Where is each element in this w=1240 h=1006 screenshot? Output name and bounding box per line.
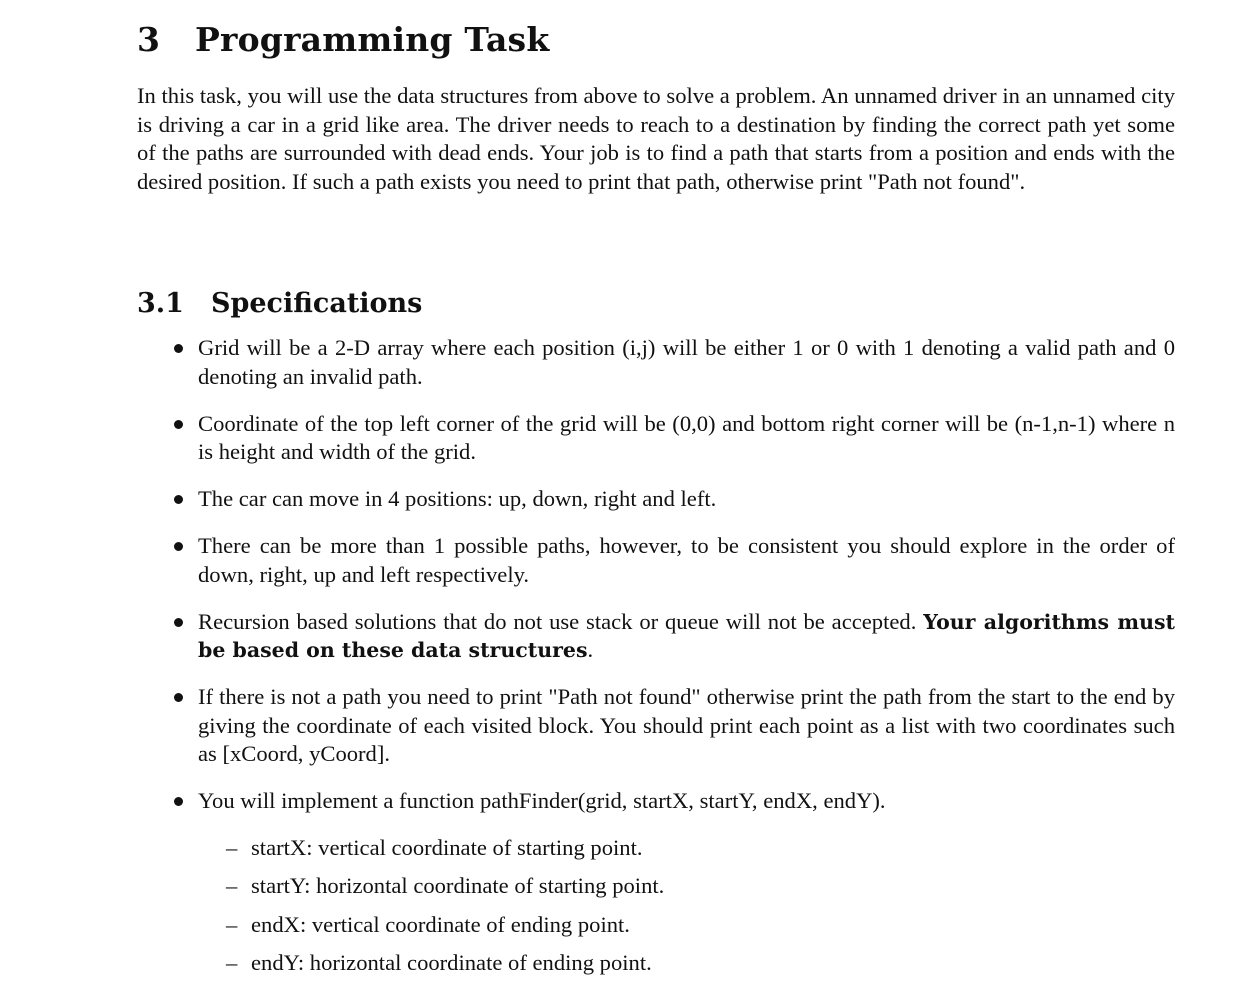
sub-list-item [198, 911, 1175, 940]
list-item [137, 683, 1175, 769]
dash-icon: – [226, 911, 238, 937]
bullet-icon [174, 618, 183, 627]
list-item [137, 787, 1175, 978]
list-item [137, 485, 1175, 514]
intro-paragraph: In this task, you will use the data structures from above to solve a problem. An unnamed driver in an unnamed city is driving a car in a grid like area. The driver needs to reach to a destination by finding the correct path yet some of the paths are surrounded with dead ends. Your job is to find a path that starts from a position and ends with the desired position. If such a path exists you need to print that path, otherwise print "Path not found". [137, 83, 1175, 194]
bullet-icon [174, 693, 183, 702]
list-item [137, 608, 1175, 665]
list-item-period: . [587, 637, 594, 662]
bullet-icon [174, 344, 183, 353]
sub-list-item [198, 949, 1175, 978]
list-item-text: You will implement a function pathFinder(grid, startX, startY, endX, endY). [198, 788, 886, 813]
parameter-list [198, 834, 1175, 978]
specifications-list [137, 334, 1175, 996]
section-title: Programming Task [195, 20, 550, 59]
dash-icon: – [226, 834, 238, 860]
section-number: 3 [137, 20, 161, 59]
list-item [137, 532, 1175, 589]
list-item-text: There can be more than 1 possible paths, however, to be consistent you should explore in the order of down, right, up and left respectively. [198, 533, 1175, 587]
list-item-text: If there is not a path you need to print "Path not found" otherwise print the path from the start to the end by giving the coordinate of each visited block. You should print each point as a list with two coordinates such as [xCoord, yCoord]. [198, 684, 1175, 766]
list-item-text: Recursion based solutions that do not use stack or queue will not be accepted. [198, 608, 917, 634]
subsection-heading [137, 284, 422, 324]
list-item [137, 334, 1175, 391]
emphasis-text: Your algorithms must be based on these data structures [198, 609, 1176, 662]
list-item-text: Coordinate of the top left corner of the grid will be (0,0) and bottom right corner will be (n-1,n-1) where n is height and width of the grid. [198, 410, 1175, 464]
dash-icon: – [226, 873, 238, 898]
list-item-text: Grid will be a 2-D array where each position (i,j) will be either 1 or 0 with 1 denoting a valid path and 0 denoting an invalid path. [198, 335, 1175, 389]
list-item [137, 410, 1175, 467]
sub-list-item-text: startY: horizontal coordinate of starting point. [251, 873, 665, 898]
section-heading [137, 18, 549, 62]
subsection-number: 3.1 [137, 288, 184, 319]
sub-list-item-text: endX: vertical coordinate of ending point. [251, 911, 630, 937]
bullet-icon [174, 542, 183, 551]
sub-list-item [198, 872, 1175, 901]
bullet-icon [174, 420, 183, 429]
sub-list-item-text: endY: horizontal coordinate of ending point. [251, 950, 652, 975]
bullet-icon [174, 495, 183, 504]
dash-icon: – [226, 950, 238, 975]
sub-list-item [198, 834, 1175, 863]
subsection-title: Specifications [211, 288, 423, 319]
sub-list-item-text: startX: vertical coordinate of starting point. [251, 834, 643, 860]
list-item-text: The car can move in 4 positions: up, down, right and left. [198, 486, 717, 511]
bullet-icon [174, 797, 183, 806]
